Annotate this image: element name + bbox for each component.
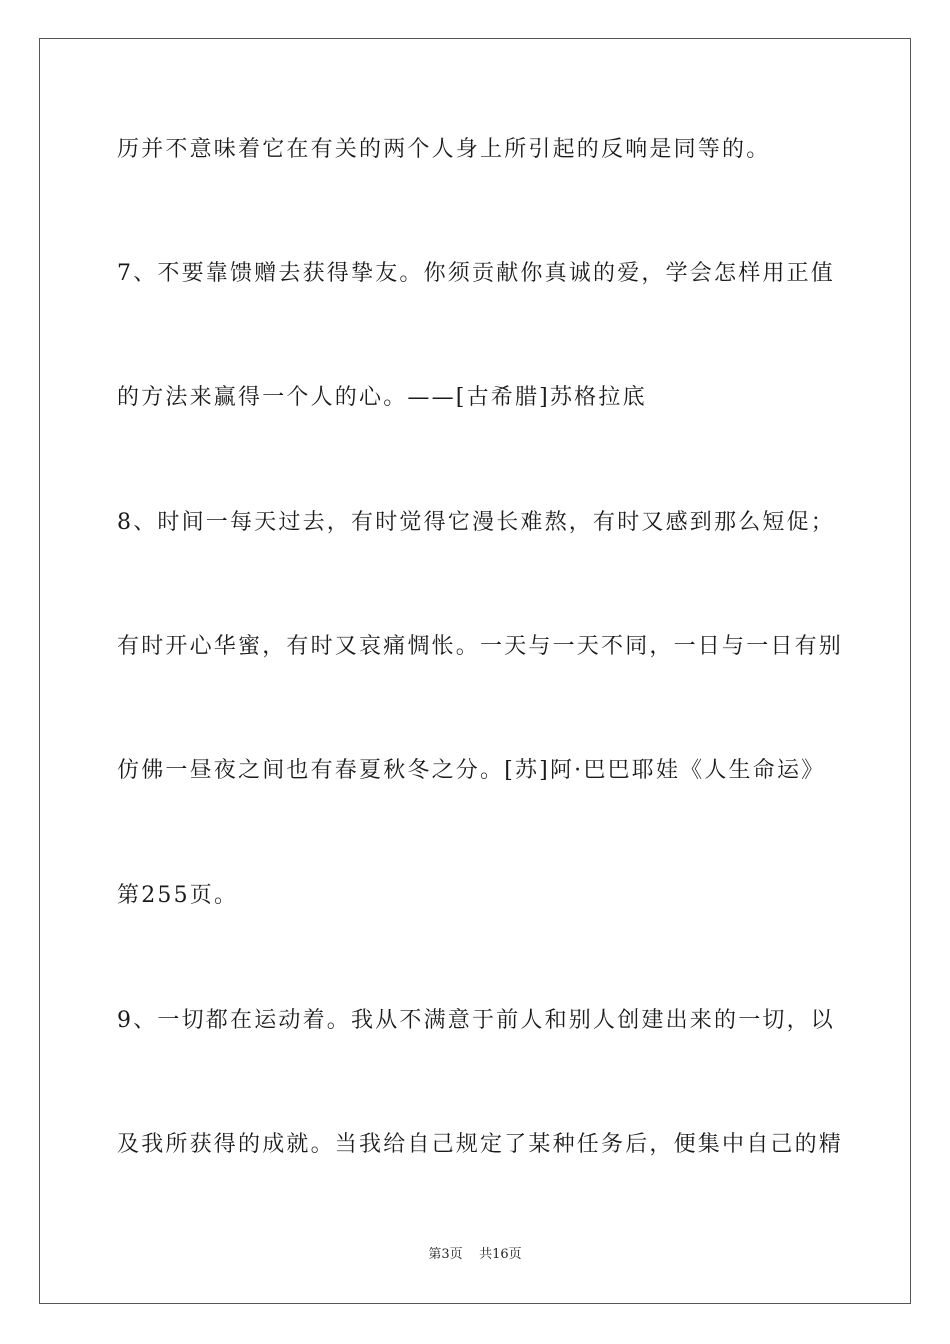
page-footer: 第3页 共16页 bbox=[428, 1247, 522, 1262]
text-line: 及我所获得的成就。当我给自己规定了某种任务后，便集中自己的精 bbox=[117, 1132, 844, 1157]
text-line: 有时开心华蜜，有时又哀痛惆怅。一天与一天不同，一日与一日有别 bbox=[117, 634, 844, 659]
text-line: 仿佛一昼夜之间也有春夏秋冬之分。[苏]阿·巴巴耶娃《人生命运》 bbox=[117, 758, 826, 783]
text-line: 9、一切都在运动着。我从不满意于前人和别人创建出来的一切，以 bbox=[117, 1008, 835, 1033]
text-line: 历并不意味着它在有关的两个人身上所引起的反响是同等的。 bbox=[117, 137, 771, 162]
text-line: 的方法来赢得一个人的心。——[古希腊]苏格拉底 bbox=[117, 385, 647, 410]
page-border bbox=[39, 38, 911, 1304]
text-line: 第255页。 bbox=[117, 883, 239, 908]
text-line: 8、时间一每天过去，有时觉得它漫长难熬，有时又感到那么短促； bbox=[117, 510, 835, 535]
text-line: 7、不要靠馈赠去获得挚友。你须贡献你真诚的爱，学会怎样用正值 bbox=[117, 261, 835, 286]
